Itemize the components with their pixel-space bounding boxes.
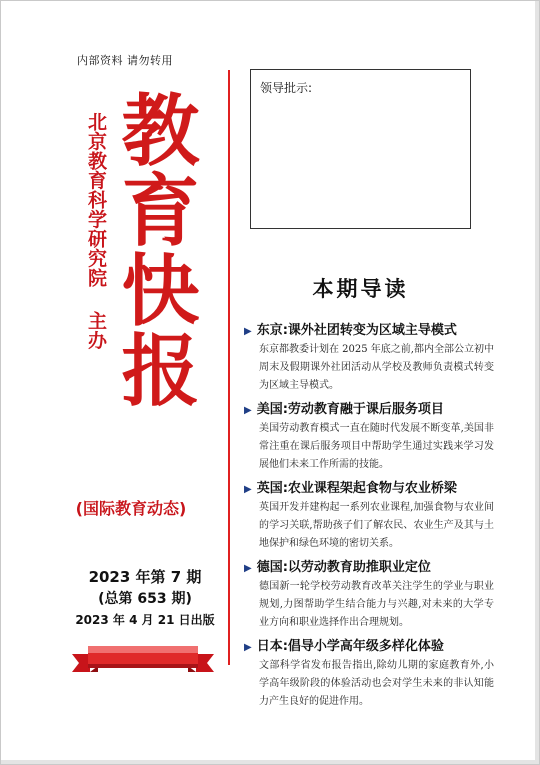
article-item bbox=[244, 480, 494, 553]
article-summary: 英国开发并建构起一系列农业课程,加强食物与农业间的学习关联,帮助孩子们了解农民、农业生产及其与土地保护和绿色环境的密切关系。 bbox=[259, 502, 494, 549]
issue-info bbox=[70, 566, 220, 628]
publisher bbox=[60, 112, 106, 350]
article-item bbox=[244, 401, 494, 474]
masthead-char: 育 bbox=[121, 166, 200, 257]
masthead-char: 报 bbox=[121, 326, 200, 417]
article-list bbox=[244, 322, 494, 717]
article-summary: 文部科学省发布报告指出,除幼儿期的家庭教育外,小学高年级阶段的体验活动也会对学生未来的非认知能力产生良好的促进作用。 bbox=[259, 660, 494, 707]
masthead-title bbox=[108, 86, 213, 417]
masthead-char: 教 bbox=[121, 86, 200, 177]
triangle-bullet-icon: ▶ bbox=[244, 326, 252, 337]
vertical-divider bbox=[228, 70, 230, 665]
publisher-name: 北京教育科学研究院 bbox=[85, 112, 107, 288]
confidential-note: 内部资料 请勿转用 bbox=[77, 54, 173, 67]
issue-number: 2023 年第 7 期 bbox=[88, 568, 202, 586]
masthead-char: 快 bbox=[121, 246, 200, 337]
triangle-bullet-icon: ▶ bbox=[244, 484, 252, 495]
ribbon-decoration bbox=[72, 642, 214, 678]
triangle-bullet-icon: ▶ bbox=[244, 405, 252, 416]
issue-date: 2023 年 4 月 21 日出版 bbox=[75, 613, 215, 627]
article-title: 美国:劳动教育融于课后服务项目 bbox=[256, 402, 444, 417]
leader-comment-label: 领导批示: bbox=[260, 81, 313, 95]
article-item bbox=[244, 322, 494, 395]
subtitle: (国际教育动态) bbox=[75, 499, 187, 518]
article-title: 英国:农业课程架起食物与农业桥梁 bbox=[256, 481, 457, 496]
article-item bbox=[244, 638, 494, 711]
publisher-role: 主办 bbox=[85, 310, 107, 350]
article-summary: 东京都教委计划在 2025 年底之前,都内全部公立初中周末及假期课外社团活动从学校及教师负责模式转变为区域主导模式。 bbox=[259, 344, 494, 391]
guide-title: 本期导读 bbox=[312, 276, 409, 301]
article-title: 德国:以劳动教育助推职业定位 bbox=[256, 560, 431, 575]
issue-total: (总第 653 期) bbox=[98, 591, 192, 607]
triangle-bullet-icon: ▶ bbox=[244, 563, 252, 574]
article-title: 日本:倡导小学高年级多样化体验 bbox=[256, 639, 444, 654]
article-summary: 德国新一轮学校劳动教育改革关注学生的学业与职业规划,力图帮助学生结合能力与兴趣,对未来的大学专业方向和职业选择作出合理规划。 bbox=[259, 581, 494, 628]
article-item bbox=[244, 559, 494, 632]
article-title: 东京:课外社团转变为区域主导模式 bbox=[256, 323, 457, 338]
leader-comment-box bbox=[250, 69, 471, 229]
triangle-bullet-icon: ▶ bbox=[244, 642, 252, 653]
article-summary: 美国劳动教育模式一直在随时代发展不断变革,美国非常注重在课后服务项目中帮助学生通过实践来学习发展他们未来工作所需的技能。 bbox=[259, 423, 494, 470]
